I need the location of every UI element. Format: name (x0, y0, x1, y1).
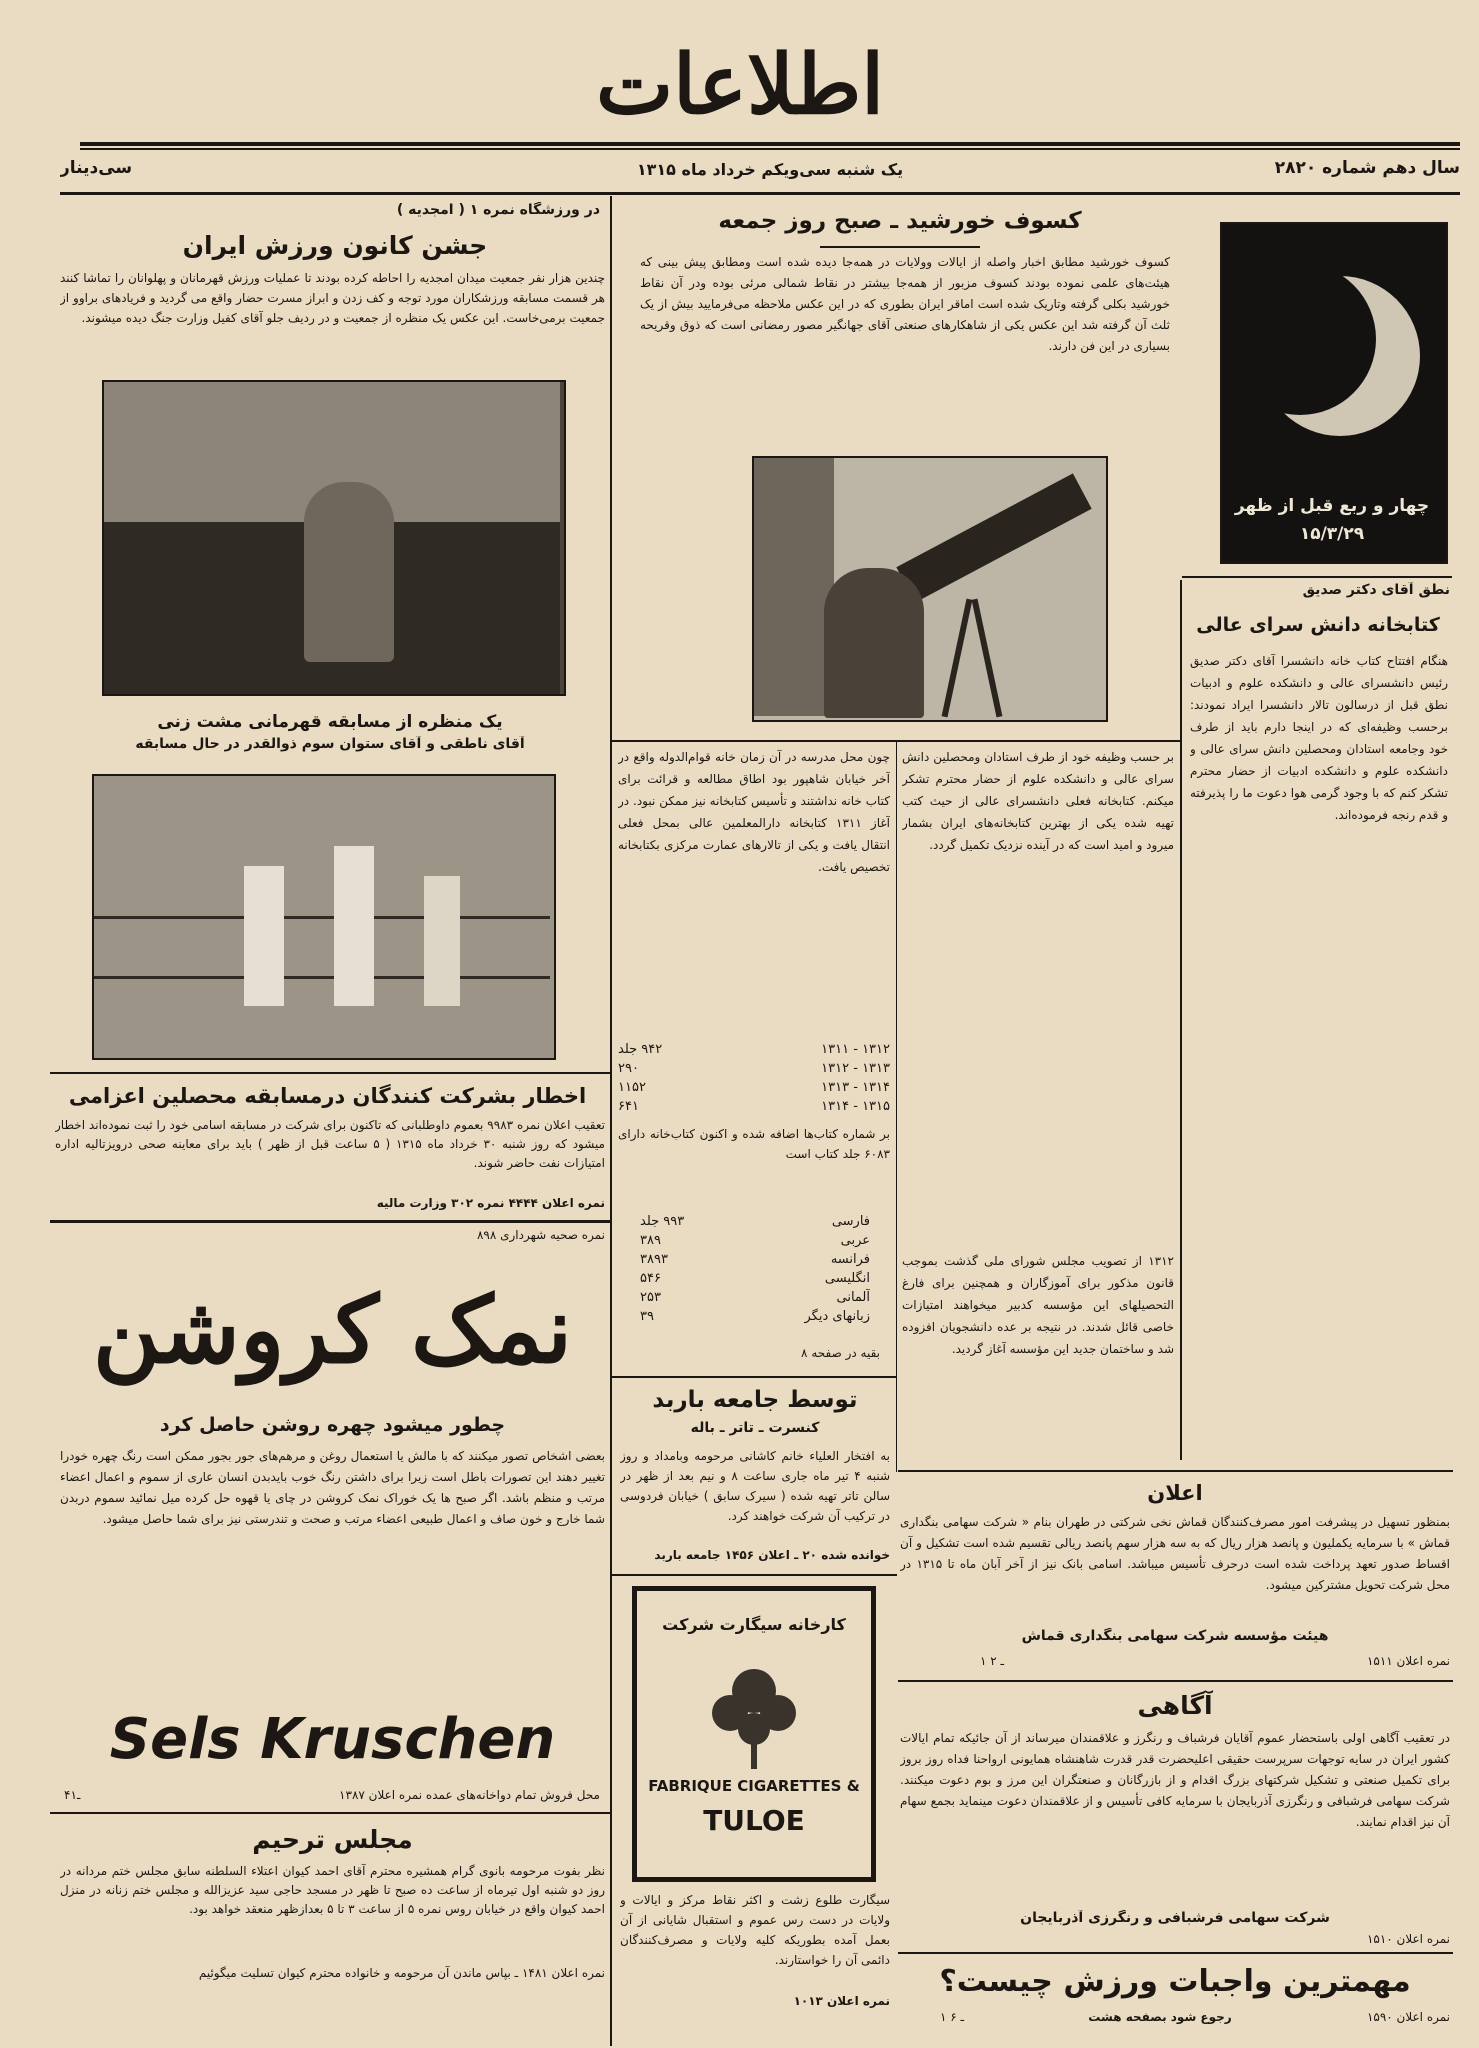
oil-rule-bottom (50, 1220, 610, 1223)
eclipse-body: کسوف خورشید مطابق اخبار واصله از ایالات وولایات در همه‌جا دیده شده است ومطابق پیش بینی که هیئت‌های علمی نموده بودند کسوف مزبور از همه‌جا بیشتر در نقاط شمالی مرئی بوده ودر آن نقاط خورشید بکلی گرفته وتاریک شده است اماقر ایران بطوری که در این عکس ملاحظه می‌فرمایید بیش از یک ثلث آن گرفته شد این عکس یکی از شاهکارهای صنعتی آقای جهانگیر مصور رمضانی است که ذوق وقریحه بسیاری در این فن دارند. (640, 255, 1170, 353)
lang-row (640, 1212, 870, 1231)
sport-body: چندین هزار نفر جمعیت میدان امجدیه را احاطه کرده بودند تا عملیات ورزش قهرمانان و پهلوانان را تماشا کنند هر قسمت مسابقه ورزشکاران مورد توجه و کف زدن و ابراز مسرت حضار واقع می گردید و فریادهای براوو از جمعیت برمی‌خاست. این عکس یک منظره از جمعیت و در ردیف جلو آقای کفیل وزارت جنگ دیده میشوند. (60, 271, 605, 325)
issue-number: سال دهم شماره ۲۸۲۰ (1274, 158, 1460, 178)
concert-footer: خوانده شده ۲۰ ـ اعلان ۱۴۵۶ جامعه باربد (654, 1548, 890, 1562)
awareness-headline: آگاهی (1137, 1691, 1213, 1720)
lang-name: زبانهای دیگر (804, 1309, 870, 1324)
eclipse-rule (820, 246, 980, 248)
lang-row (640, 1269, 870, 1288)
library-body: هنگام افتتاح کتاب خانه دانشسرا آقای دکتر صدیق رئیس دانشسرای عالی و دانشکده علوم و ادبیات نطق قبل از درسالون تالار دانشسرا ایراد نمودند: برحسب وظیفه‌ای که در اینجا دارم باید از طرف خود وجامعه استادان ومحصلین دانش سرای عالی و دانشکده علوم و دانشکده ادبیات از حضار محترم تشکر کنم که با وجود گرمی هوا دعوت ما را پذیرفته و قدم رنجه فرموده‌اند. (1190, 654, 1448, 822)
sport-crowd-photo (102, 380, 566, 696)
lang-name: انگلیسی (824, 1271, 870, 1286)
header-rule (60, 192, 1460, 195)
lang-name: عربی (840, 1233, 870, 1248)
salt-subtitle: چطور میشود چهره روشن حاصل کرد (159, 1414, 506, 1436)
column-divider (610, 196, 612, 2046)
concert-rule (612, 1376, 897, 1378)
masthead-rule-bottom (80, 148, 1460, 150)
lang-count: ۹۹۳ جلد (640, 1214, 685, 1229)
salt-title: نمک کروشن (92, 1276, 573, 1384)
library-column-a: چون محل مدرسه در آن زمان خانه قوام‌الدوله واقع در آخر خیابان شاهپور بود اطاق مطالعه و قرائت برای کتاب خانه نداشتند و تأسیس کتابخانه نیز ممکن نبود. در آغاز ۱۳۱۱ کتابخانه دارالمعلمین عالی بمحل فعلی انتقال یافت و یکی از تالارهای عمارت مرکزی بکتابخانه تخصیص یافت. (618, 750, 890, 874)
lang-count: ۲۵۳ (640, 1290, 661, 1305)
stat-row (618, 1059, 890, 1078)
library-language-table (640, 1212, 870, 1340)
stat-period: ۱۳۱۳ - ۱۳۱۲ (821, 1061, 890, 1076)
cigarette-footer: نمره اعلان ۱۰۱۳ (793, 1994, 890, 2008)
lang-name: آلمانی (836, 1290, 870, 1305)
stat-row (618, 1097, 890, 1116)
sport-kicker: در ورزشگاه نمره ۱ ( امجدیه ) (396, 202, 600, 218)
lang-row (640, 1288, 870, 1307)
photographer-figure (824, 568, 924, 718)
eclipse-headline: کسوف خورشید ـ صبح روز جمعه (718, 208, 1082, 234)
concert-rule-bottom (612, 1574, 897, 1576)
stat-period: ۱۳۱۴ - ۱۳۱۳ (821, 1080, 890, 1095)
ring-ropes (94, 976, 550, 979)
memorial-footer: نمره اعلان ۱۴۸۱ ـ بپاس ماندن آن مرحومه و خانواده محترم کیوان تسلیت میگوئیم (198, 1966, 605, 1980)
oil-body: تعقیب اعلان نمره ۹۹۸۳ بعموم داوطلبانی که تاکنون برای شرکت در مسابقه اسامی خود را ثبت نموده‌اند اخطار میشود که روز شنبه ۳۰ خرداد ماه ۱۳۱۵ ( ۵ ساعت قبل از ظهر ) باید برای معاینه صحی درویزتالیه اداره امتیازات نفت حاضر شوند. (55, 1118, 605, 1170)
referee-figure (424, 876, 460, 1006)
stat-count: ۶۴۱ (618, 1099, 639, 1114)
cigarette-arch-text: کارخانه سیگارت شرکت (662, 1615, 846, 1634)
stat-row (618, 1078, 890, 1097)
awareness-rule (898, 1952, 1453, 1954)
stat-count: ۱۱۵۲ (618, 1080, 646, 1095)
awareness-body: در تعقیب آگاهی اولی باستحضار عموم آقایان فرشباف و رنگرز و علاقمندان میرساند از آن جائیکه تمام ایالات کشور ایران در سایه توجهات سرپرست حقیقی اعلیحضرت قدر قدرت شاهنشاه همایونی ارواحنا فداه روز بروز برای تکمیل صنعتی و تشکیل شرکتهای بزرگ اقدام و از بازرگانان و صنعتگران این مرز و بوم دعوت میکنند. شرکت سهامی فرشبافی و رنگرزی آذربایجان با سرمایه کافی تأسیس و از علاقمندان دعوت مینماید بجمع سهام آن نیز اقدام نمایند. (900, 1731, 1450, 1829)
library-kicker: نطق آقای دکتر صدیق (1302, 582, 1450, 598)
oil-footer: نمره اعلان ۴۴۴۴ نمره ۳۰۲ وزارت مالیه (376, 1196, 605, 1210)
street-shadow (754, 458, 834, 716)
notice-body: بمنظور تسهیل در پیشرفت امور مصرف‌کنندگان قماش نخی شرکتی در طهران بنام « شرکت سهامی بنگداری قماش » با سرمایه یکملیون و پانصد هزار ریال که به سه هزار سهم پانصد ریالی تقسیم شده است تشکیل و آن اقساط صدور تعهد پرداخت شده است درحرف تأسیس میباشد. اسامی بانک نیز از آخر آبان ماه تا ۱۳۱۵ در محل شرکت تحویل مشترکین میشود. (900, 1515, 1450, 1592)
tripod-leg (972, 599, 1003, 718)
stat-count: ۹۴۲ جلد (618, 1042, 663, 1057)
boxing-caption: یک منظره از مسابقه قهرمانی مشت زنی (157, 712, 503, 732)
sport-duty-footer-ref: رجوع شود بصفحه هشت (1088, 2010, 1232, 2024)
eclipse-photo (1220, 222, 1448, 564)
library-column-c: بر حسب وظیفه خود از طرف استادان ومحصلین دانش سرای عالی و دانشکده علوم از حضار محترم تشکر میکنم. کتابخانه فعلی دانشسرای عالی از حیث کتب تهیه شده یکی از بهترین کتابخانه‌های ایران بشمار میرود و امید است که در آینده نزدیک تکمیل گردد. (902, 750, 1174, 852)
cigarette-brand-bottom: TULOE (703, 1804, 805, 1837)
sport-duty-headline: مهمترین واجبات ورزش چیست؟ (939, 1964, 1411, 1999)
memorial-headline: مجلس ترحیم (252, 1825, 413, 1854)
library-stats-label: بر شماره کتاب‌ها اضافه شده و اکنون کتاب‌خانه دارای ۶۰۸۳ جلد کتاب است (618, 1127, 890, 1161)
rose-bouquet-icon (694, 1651, 814, 1771)
salt-body: بعضی اشخاص تصور میکنند که با مالش یا استعمال روغن و مرهم‌های جور بجور ممکن است رنگ چهره خودرا تغییر دهند این تصورات باطل است زیرا برای داشتن رنگ خوب بایدبدن انسان عاری از سموم و اعمال اعضاء مرتب و منظم باشد. اگر صبح ها یک خوراک نمک کروشن در چای یا قهوه حل کرده میل نمائید سموم دربدن شما خارج و خون صاف و اعمال طبیعی اعضاء مرتب و صحت و تندرستی نیز برای شما حاصل میشود. (60, 1449, 605, 1526)
concert-body: به افتخار العلیاء خانم کاشانی مرحومه وبامداد و روز شنبه ۴ تیر ماه جاری ساعت ۸ و نیم بعد از ظهر در سالن تاتر تهیه شده ( سیرک سابق ) خیابان فردوسی در ترکیب آن شرکت خواهند کرد. (620, 1449, 890, 1523)
library-column-b: ۱۳۱۲ از تصویب مجلس شورای ملی گذشت بموجب قانون مذکور برای آموزگاران و همچنین برای فارغ التحصیلهای این مؤسسه کدبیر میخواهند امتیازات خاصی قائل شدند. در نتیجه بر عده دانشجویان افزوده شد و ساختمان جدید این مؤسسه آغاز گردید. (902, 1254, 1174, 1356)
lang-count: ۳۸۹ (640, 1233, 661, 1248)
notice-rule (898, 1470, 1453, 1472)
lang-count: ۳۹ (640, 1309, 654, 1324)
sport-headline: جشن کانون ورزش ایران (182, 231, 488, 260)
lang-name: فارسی (831, 1214, 870, 1229)
stat-row (618, 1040, 890, 1059)
cigarette-body: سیگارت طلوع زشت و اکثر نقاط مرکز و ایالات و ولایات در دست رس عموم و استقبال شایانی از آن بعمل آمده بطوریکه کلیه ولایات و مصرف‌کنندگان دائمی آن را خواستارند. (620, 1893, 890, 1967)
lang-name: فرانسه (830, 1252, 870, 1267)
sport-duty-footer: نمره اعلان ۱۵۹۰ (1366, 2010, 1450, 2024)
concert-headline: توسط جامعه باربد (652, 1387, 858, 1413)
boxer-figure (244, 866, 284, 1006)
memorial-body: نظر بفوت مرحومه بانوی گرام همشیره محترم آقای احمد کیوان اعتلاء السلطنه سابق مجلس ختم مردانه در روز دو شنبه اول تیرماه از ساعت ده صبح تا ظهر در مسجد حاجی سید عزیزالله و مجلس ختم زنانه در منزل احمد کیوان واقع در خیابان روس نمره ۵ از ساعت ۳ تا ۵ بعدازظهر منعقد خواهد بود. (60, 1864, 605, 1916)
library-headline: کتابخانه دانش سرای عالی (1196, 614, 1440, 636)
library-continued: بقیه در صفحه ۸ (801, 1346, 880, 1360)
notice-footer: نمره اعلان ۱۵۱۱ (1366, 1654, 1450, 1668)
newspaper-title: اطلاعات (595, 37, 885, 133)
issue-price: سی‌دینار (60, 158, 133, 178)
salt-brand: Sels Kruschen (109, 1707, 556, 1772)
telescope-photo (752, 456, 1108, 722)
notice-footer-number: ۱ ـ ۲ (980, 1654, 1005, 1668)
lang-count: ۵۴۶ (640, 1271, 661, 1286)
sport-duty-footer-number: ۱ ـ ۶ (940, 2010, 965, 2024)
salt-permit: نمره صحیه شهرداری ۸۹۸ (476, 1228, 605, 1242)
oil-headline: اخطار بشرکت کنندگان درمسابقه محصلین اعزامی (68, 1084, 587, 1108)
boxing-match-photo (92, 774, 556, 1060)
salt-footer: محل فروش تمام دواخانه‌های عمده نمره اعلان ۱۳۸۷ (339, 1788, 600, 1802)
lang-row (640, 1307, 870, 1326)
notice-signature: هیئت مؤسسه شرکت سهامی بنگداری قماش (1021, 1628, 1329, 1644)
salt-rule (50, 1812, 610, 1814)
eclipse-photo-caption: چهار و ربع قبل از ظهر ۱۵/۳/۲۹ (1234, 496, 1430, 544)
ring-ropes (94, 916, 550, 919)
lang-row (640, 1250, 870, 1269)
lang-row (640, 1231, 870, 1250)
notice-rule-bottom (898, 1680, 1453, 1682)
stat-count: ۲۹۰ (618, 1061, 639, 1076)
library-columns-rule (612, 740, 1182, 742)
cigarette-ad (632, 1586, 876, 1882)
awareness-signature: شرکت سهامی فرشبافی و رنگرزی آذربایجان (1020, 1910, 1330, 1926)
cigarette-brand-top: FABRIQUE CIGARETTES & (648, 1777, 860, 1795)
stat-period: ۱۳۱۲ - ۱۳۱۱ (821, 1042, 890, 1057)
issue-date: یک شنبه سی‌و‌یکم خرداد ماه ۱۳۱۵ (636, 160, 904, 179)
concert-subtitle: کنسرت ـ تاتر ـ باله (690, 1420, 820, 1436)
notice-headline: اعلان (1147, 1481, 1203, 1505)
salt-footer-number: ۴ـ۱ (64, 1788, 81, 1802)
stat-period: ۱۳۱۵ - ۱۳۱۴ (821, 1099, 890, 1114)
officer-figure (304, 482, 394, 662)
library-rule (1182, 576, 1452, 578)
telescope-tube (896, 473, 1091, 602)
boxer-figure (334, 846, 374, 1006)
column-divider (1180, 580, 1182, 1460)
tripod-leg (942, 599, 973, 718)
oil-rule (50, 1072, 610, 1074)
eclipse-sun-icon (1222, 244, 1442, 484)
masthead-rule-top (80, 142, 1460, 146)
boxing-subcaption: آقای ناطقی و آقای ستوان سوم ذوالقدر در حال مسابقه (135, 736, 525, 752)
awareness-footer: نمره اعلان ۱۵۱۰ (1366, 1932, 1450, 1946)
column-divider-inner (896, 742, 897, 1472)
lang-count: ۳۸۹۳ (640, 1252, 668, 1267)
